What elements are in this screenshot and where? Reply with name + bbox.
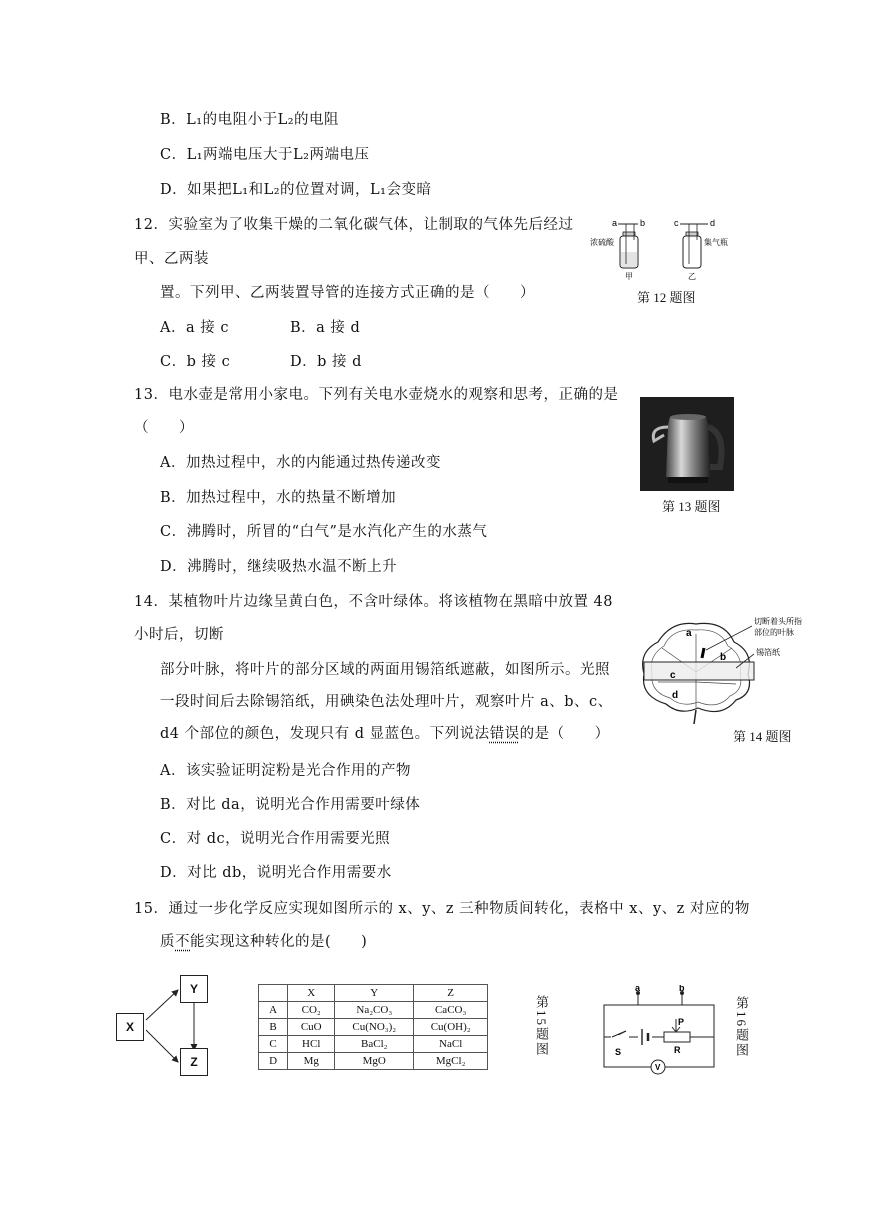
- q12-fig-right-label: 集气瓶: [704, 238, 728, 247]
- q12-fig-label-d: d: [710, 218, 716, 228]
- q15-box-y: Y: [180, 975, 208, 1003]
- q15-table-header: Y: [335, 985, 414, 1002]
- q12-fig-yi: 乙: [688, 272, 696, 281]
- q12-option-a: A．a 接 c: [160, 320, 229, 336]
- q14-stem-line5: [160, 724, 610, 744]
- q15-table-row: [259, 1019, 488, 1036]
- q15-table-cell: A: [259, 1002, 288, 1019]
- q15-table-cell: Cu(OH)₂: [414, 1019, 488, 1036]
- q12-figure: [590, 212, 740, 284]
- q15-table-cell: Mg: [288, 1053, 335, 1070]
- q12-caption: 第 12 题图: [637, 290, 696, 305]
- q16-caption: 第16题图: [734, 996, 749, 1058]
- q14-fig-note-line1: 切断着头所指: [754, 617, 802, 626]
- q16-fig-label-b: b: [679, 985, 685, 993]
- q14-fig-label-b: b: [720, 652, 727, 663]
- q14-stem-line2: 小时后，切断: [134, 627, 224, 643]
- q15-table-row: [259, 1002, 488, 1019]
- q12-fig-left-label: 浓硫酸: [590, 238, 614, 247]
- q12-stem-line3: 置。下列甲、乙两装置导管的连接方式正确的是（ ）: [160, 285, 535, 301]
- q15-table-cell: D: [259, 1053, 288, 1070]
- q14-option-d: D．对比 db，说明光合作用需要水: [160, 865, 392, 881]
- q15-table-cell: CO₂: [288, 1002, 335, 1019]
- q13-option-c: C．沸腾时，所冒的“白气”是水汽化产生的水蒸气: [160, 524, 488, 540]
- q12-fig-label-a: a: [612, 218, 618, 228]
- q14-option-b: B．对比 da，说明光合作用需要叶绿体: [160, 797, 421, 813]
- q15-table-header-row: [259, 985, 488, 1002]
- q15-table-cell: MgO: [335, 1053, 414, 1070]
- q12-fig-label-c: c: [674, 218, 679, 228]
- q14-stem-line4: 一段时间后去除锡箔纸，用碘染色法处理叶片，观察叶片 a、b、c、: [160, 694, 613, 710]
- q14-stem-line1: 14．某植物叶片边缘呈黄白色，不含叶绿体。将该植物在黑暗中放置 48: [134, 594, 614, 610]
- q15-stem-line2-pre: 质: [160, 934, 175, 950]
- q15-table-row: [259, 1053, 488, 1070]
- q15-table-cell: Cu(NO₃)₂: [335, 1019, 414, 1036]
- q15-table-cell: B: [259, 1019, 288, 1036]
- q15-table-cell: MgCl₂: [414, 1053, 488, 1070]
- q15-table-cell: BaCl₂: [335, 1036, 414, 1053]
- q12-stem-line2: 甲、乙两装: [134, 251, 209, 267]
- q16-fig-label-p: P: [678, 1017, 685, 1027]
- q15-table-cell: HCl: [288, 1036, 335, 1053]
- q15-table-cell: CaCO₃: [414, 1002, 488, 1019]
- q13-stem-line1: 13．电水壶是常用小家电。下列有关电水壶烧水的观察和思考，正确的是: [134, 387, 619, 403]
- q14-option-c: C．对 dc，说明光合作用需要光照: [160, 831, 391, 847]
- q12-option-d: D．b 接 d: [290, 354, 362, 370]
- q12-stem-line1: 12．实验室为了收集干燥的二氧化碳气体，让制取的气体先后经过: [134, 217, 574, 233]
- q15-table-header: Z: [414, 985, 488, 1002]
- q15-table-row: [259, 1036, 488, 1053]
- q16-fig-label-v: V: [655, 1063, 661, 1072]
- q16-circuit-figure: [598, 985, 722, 1080]
- q13-stem-line2: （ ）: [134, 420, 194, 436]
- q14-option-a: A．该实验证明淀粉是光合作用的产物: [160, 763, 411, 779]
- q16-fig-label-a: a: [635, 985, 641, 993]
- q14-stem-line5-pre: d4 个部位的颜色，发现只有 d 显蓝色。下列说法: [160, 726, 490, 742]
- q14-caption: 第 14 题图: [733, 729, 792, 744]
- q13-option-b: B．加热过程中，水的热量不断增加: [160, 490, 397, 506]
- q16-fig-label-r: R: [674, 1045, 681, 1055]
- q15-stem-emphasis: 不: [175, 934, 190, 950]
- q14-stem-emphasis: 错误: [489, 726, 520, 742]
- q14-fig-note-line2: 部位的叶脉: [754, 628, 794, 637]
- q11-option-d: D．如果把L₁和L₂的位置对调，L₁会变暗: [160, 182, 432, 198]
- q15-caption: 第15题图: [534, 995, 549, 1057]
- q13-caption: 第 13 题图: [662, 499, 721, 514]
- q13-option-d: D．沸腾时，继续吸热水温不断上升: [160, 559, 398, 575]
- q15-table-header: [259, 985, 288, 1002]
- q12-fig-jia: 甲: [625, 272, 633, 281]
- q12-fig-label-b: b: [640, 218, 646, 228]
- q15-table-cell: CuO: [288, 1019, 335, 1036]
- q13-kettle-photo: [640, 397, 734, 491]
- q15-box-z: Z: [180, 1048, 208, 1076]
- q12-option-b: B．a 接 d: [290, 320, 361, 336]
- q11-option-c: C．L₁两端电压大于L₂两端电压: [160, 147, 370, 163]
- q15-table-cell: Na₂CO₃: [335, 1002, 414, 1019]
- q14-stem-line3: 部分叶脉，将叶片的部分区域的两面用锡箔纸遮蔽，如图所示。光照: [160, 662, 610, 678]
- q15-table: [258, 984, 488, 1070]
- q14-fig-label-a: a: [686, 628, 692, 639]
- q15-table-cell: NaCl: [414, 1036, 488, 1053]
- q14-stem-line5-post: 的是（ ）: [519, 726, 610, 742]
- q14-fig-label-d: d: [672, 690, 679, 701]
- q11-option-b: B．L₁的电阻小于L₂的电阻: [160, 112, 340, 128]
- q13-option-a: A．加热过程中，水的内能通过热传递改变: [160, 455, 441, 471]
- q15-stem-line2: [160, 932, 367, 952]
- q16-fig-label-s: S: [615, 1047, 622, 1057]
- q14-fig-label-c: c: [670, 670, 676, 681]
- q15-table-cell: C: [259, 1036, 288, 1053]
- q15-stem-line2-post: 能实现这种转化的是( ): [190, 934, 368, 950]
- q14-leaf-figure: [636, 612, 816, 724]
- q14-fig-foil-label: 锡箔纸: [756, 648, 780, 657]
- q12-option-c: C．b 接 c: [160, 354, 231, 370]
- q15-stem-line1: 15．通过一步化学反应实现如图所示的 x、y、z 三种物质间转化，表格中 x、y、z 对应的物: [134, 901, 750, 917]
- q15-box-x: X: [116, 1013, 144, 1041]
- q15-table-header: X: [288, 985, 335, 1002]
